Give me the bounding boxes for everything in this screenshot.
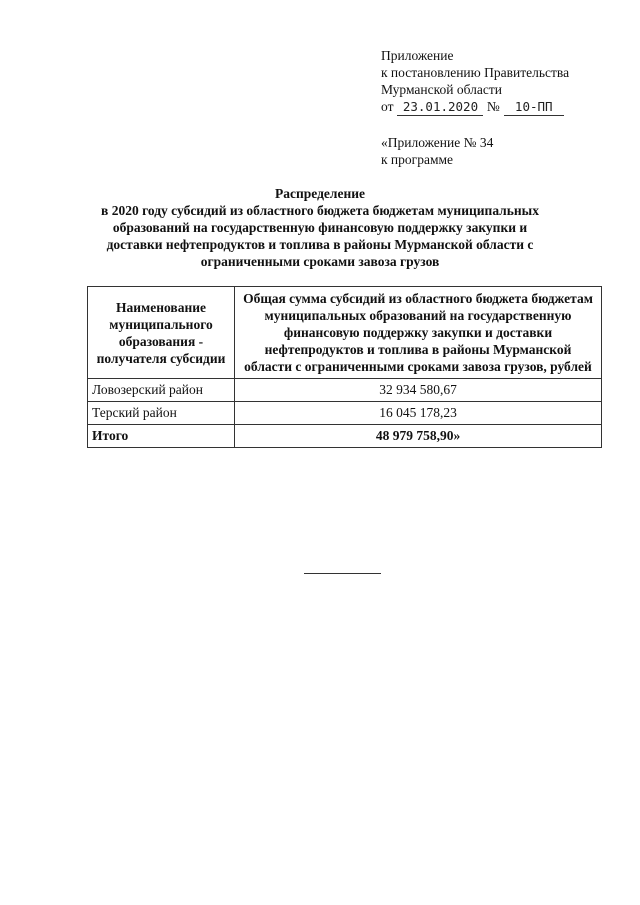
header-municipality: Наименование муниципального образования - получателя субсидии (88, 287, 235, 379)
municipality-name: Терский район (88, 402, 235, 425)
subsidy-amount: 16 045 178,23 (235, 402, 602, 425)
appendix-line-2: к постановлению Правительства (381, 65, 570, 80)
resolution-number: 10-ПП (504, 98, 564, 116)
title-line-1: Распределение (274, 186, 366, 201)
resolution-date: 23.01.2020 (397, 98, 483, 116)
appendix-date-number-row (381, 98, 569, 116)
total-amount: 48 979 758,90» (235, 425, 602, 448)
subsidy-amount: 32 934 580,67 (235, 379, 602, 402)
appendix-line-1: Приложение (381, 48, 454, 63)
title-line-4: доставки нефтепродуктов и топлива в районы Мурманской области с (106, 237, 534, 252)
subsidy-table (87, 286, 602, 448)
appendix-header (381, 47, 569, 116)
from-label: от (381, 99, 394, 114)
appendix-line-3: Мурманской области (381, 82, 502, 97)
title-line-3: образований на государственную финансовую поддержку закупки и (112, 220, 528, 235)
program-line-1: «Приложение № 34 (381, 135, 494, 150)
closing-rule (304, 573, 381, 574)
document-title (60, 185, 580, 270)
title-line-5: ограниченными сроками завоза грузов (200, 254, 440, 269)
municipality-name: Ловозерский район (88, 379, 235, 402)
table-header-row (88, 287, 602, 379)
program-reference (381, 134, 493, 168)
number-label: № (486, 99, 500, 114)
table-row (88, 379, 602, 402)
table-row (88, 402, 602, 425)
total-label: Итого (88, 425, 235, 448)
header-total-amount: Общая сумма субсидий из областного бюджета бюджетам муниципальных образований на государственную финансовую поддержку закупки и доставки нефтепродуктов и топлива в районы Мурманской области с ограниченными сроками завоза грузов, рублей (235, 287, 602, 379)
title-line-2: в 2020 году субсидий из областного бюджета бюджетам муниципальных (101, 203, 539, 218)
program-line-2: к программе (381, 152, 454, 167)
table-total-row (88, 425, 602, 448)
